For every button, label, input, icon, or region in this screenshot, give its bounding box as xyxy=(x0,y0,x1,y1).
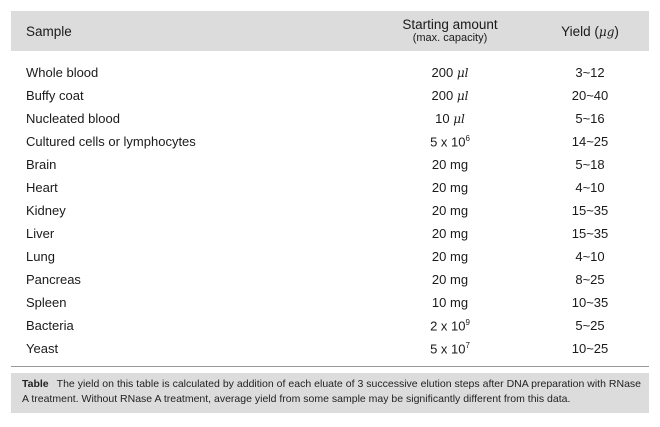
cell-sample: Heart xyxy=(26,180,58,195)
amount-value: 5 x 10 xyxy=(430,134,466,150)
table-row xyxy=(11,176,649,199)
amount-value: 200 xyxy=(431,65,454,80)
table-row xyxy=(11,84,649,107)
table-body xyxy=(11,51,649,360)
header-sample: Sample xyxy=(26,23,72,39)
table-row xyxy=(11,130,649,153)
cell-starting-amount xyxy=(369,226,531,241)
amount-value: 20 mg xyxy=(431,180,469,195)
table-row xyxy=(11,222,649,245)
cell-starting-amount xyxy=(369,272,531,287)
header-yield-unit: μg xyxy=(598,24,615,39)
cell-sample: Kidney xyxy=(26,203,66,218)
cell-sample: Buffy coat xyxy=(26,88,84,103)
table-bottom-rule xyxy=(11,366,649,367)
amount-value: 20 mg xyxy=(431,157,469,172)
amount-value: 200 xyxy=(431,88,454,103)
table-row xyxy=(11,337,649,360)
header-amount-sub: (max. capacity) xyxy=(412,32,488,45)
table-row xyxy=(11,314,649,337)
amount-value: 2 x 10 xyxy=(430,318,466,334)
amount-exponent: 9 xyxy=(465,317,470,327)
amount-value: 20 mg xyxy=(431,203,469,218)
caption-label: Table xyxy=(22,378,49,390)
cell-starting-amount xyxy=(369,65,531,80)
cell-sample: Brain xyxy=(26,157,57,172)
cell-sample: Spleen xyxy=(26,295,67,310)
cell-yield: 5~18 xyxy=(575,157,605,172)
cell-yield: 14~25 xyxy=(571,134,609,149)
amount-unit: μl xyxy=(456,89,469,103)
header-starting-amount xyxy=(369,17,531,45)
table-caption xyxy=(11,373,649,413)
cell-starting-amount xyxy=(369,88,531,103)
cell-yield: 10~25 xyxy=(571,341,609,356)
table-header xyxy=(11,11,649,51)
cell-yield: 5~16 xyxy=(575,111,605,126)
table-row xyxy=(11,291,649,314)
header-yield xyxy=(531,24,649,39)
cell-starting-amount xyxy=(369,249,531,264)
cell-starting-amount xyxy=(369,134,531,149)
cell-starting-amount xyxy=(369,180,531,195)
amount-value: 10 xyxy=(435,111,450,126)
cell-sample: Lung xyxy=(26,249,55,264)
amount-unit: μl xyxy=(453,112,465,126)
amount-exponent: 6 xyxy=(465,133,470,143)
cell-sample: Pancreas xyxy=(26,272,81,287)
yield-table xyxy=(11,11,649,367)
cell-yield: 4~10 xyxy=(575,180,605,195)
caption-text: The yield on this table is calculated by addition of each eluate of 3 successive elution steps after DNA preparation with RNase A treatment. Without RNase A treatment, average yield from some sample may be significantly different from this data. xyxy=(22,378,641,405)
cell-yield: 15~35 xyxy=(571,226,609,241)
header-yield-suffix: ) xyxy=(614,23,619,39)
cell-sample: Yeast xyxy=(26,341,59,356)
amount-value: 20 mg xyxy=(431,272,469,287)
cell-starting-amount xyxy=(369,157,531,172)
amount-value: 5 x 10 xyxy=(430,341,466,357)
amount-exponent: 7 xyxy=(465,340,470,350)
cell-starting-amount xyxy=(369,318,531,333)
table-row xyxy=(11,107,649,130)
cell-starting-amount xyxy=(369,295,531,310)
cell-yield: 20~40 xyxy=(571,88,609,103)
table-row xyxy=(11,199,649,222)
cell-starting-amount xyxy=(369,203,531,218)
table-row xyxy=(11,61,649,84)
amount-value: 20 mg xyxy=(431,226,469,241)
header-amount-main: Starting amount xyxy=(402,16,498,32)
cell-yield: 8~25 xyxy=(575,272,605,287)
header-yield-prefix: Yield ( xyxy=(561,23,599,39)
cell-starting-amount xyxy=(369,111,531,126)
cell-sample: Liver xyxy=(26,226,55,241)
cell-sample: Nucleated blood xyxy=(26,111,120,126)
table-row xyxy=(11,245,649,268)
cell-starting-amount xyxy=(369,341,531,356)
cell-yield: 4~10 xyxy=(575,249,605,264)
table-row xyxy=(11,268,649,291)
amount-value: 10 mg xyxy=(431,295,469,310)
cell-yield: 15~35 xyxy=(571,203,609,218)
amount-value: 20 mg xyxy=(431,249,469,264)
cell-yield: 3~12 xyxy=(575,65,605,80)
cell-yield: 10~35 xyxy=(571,295,609,310)
cell-sample: Bacteria xyxy=(26,318,74,333)
cell-yield: 5~25 xyxy=(575,318,605,333)
cell-sample: Whole blood xyxy=(26,65,99,80)
cell-sample: Cultured cells or lymphocytes xyxy=(26,134,196,149)
table-row xyxy=(11,153,649,176)
amount-unit: μl xyxy=(456,66,469,80)
